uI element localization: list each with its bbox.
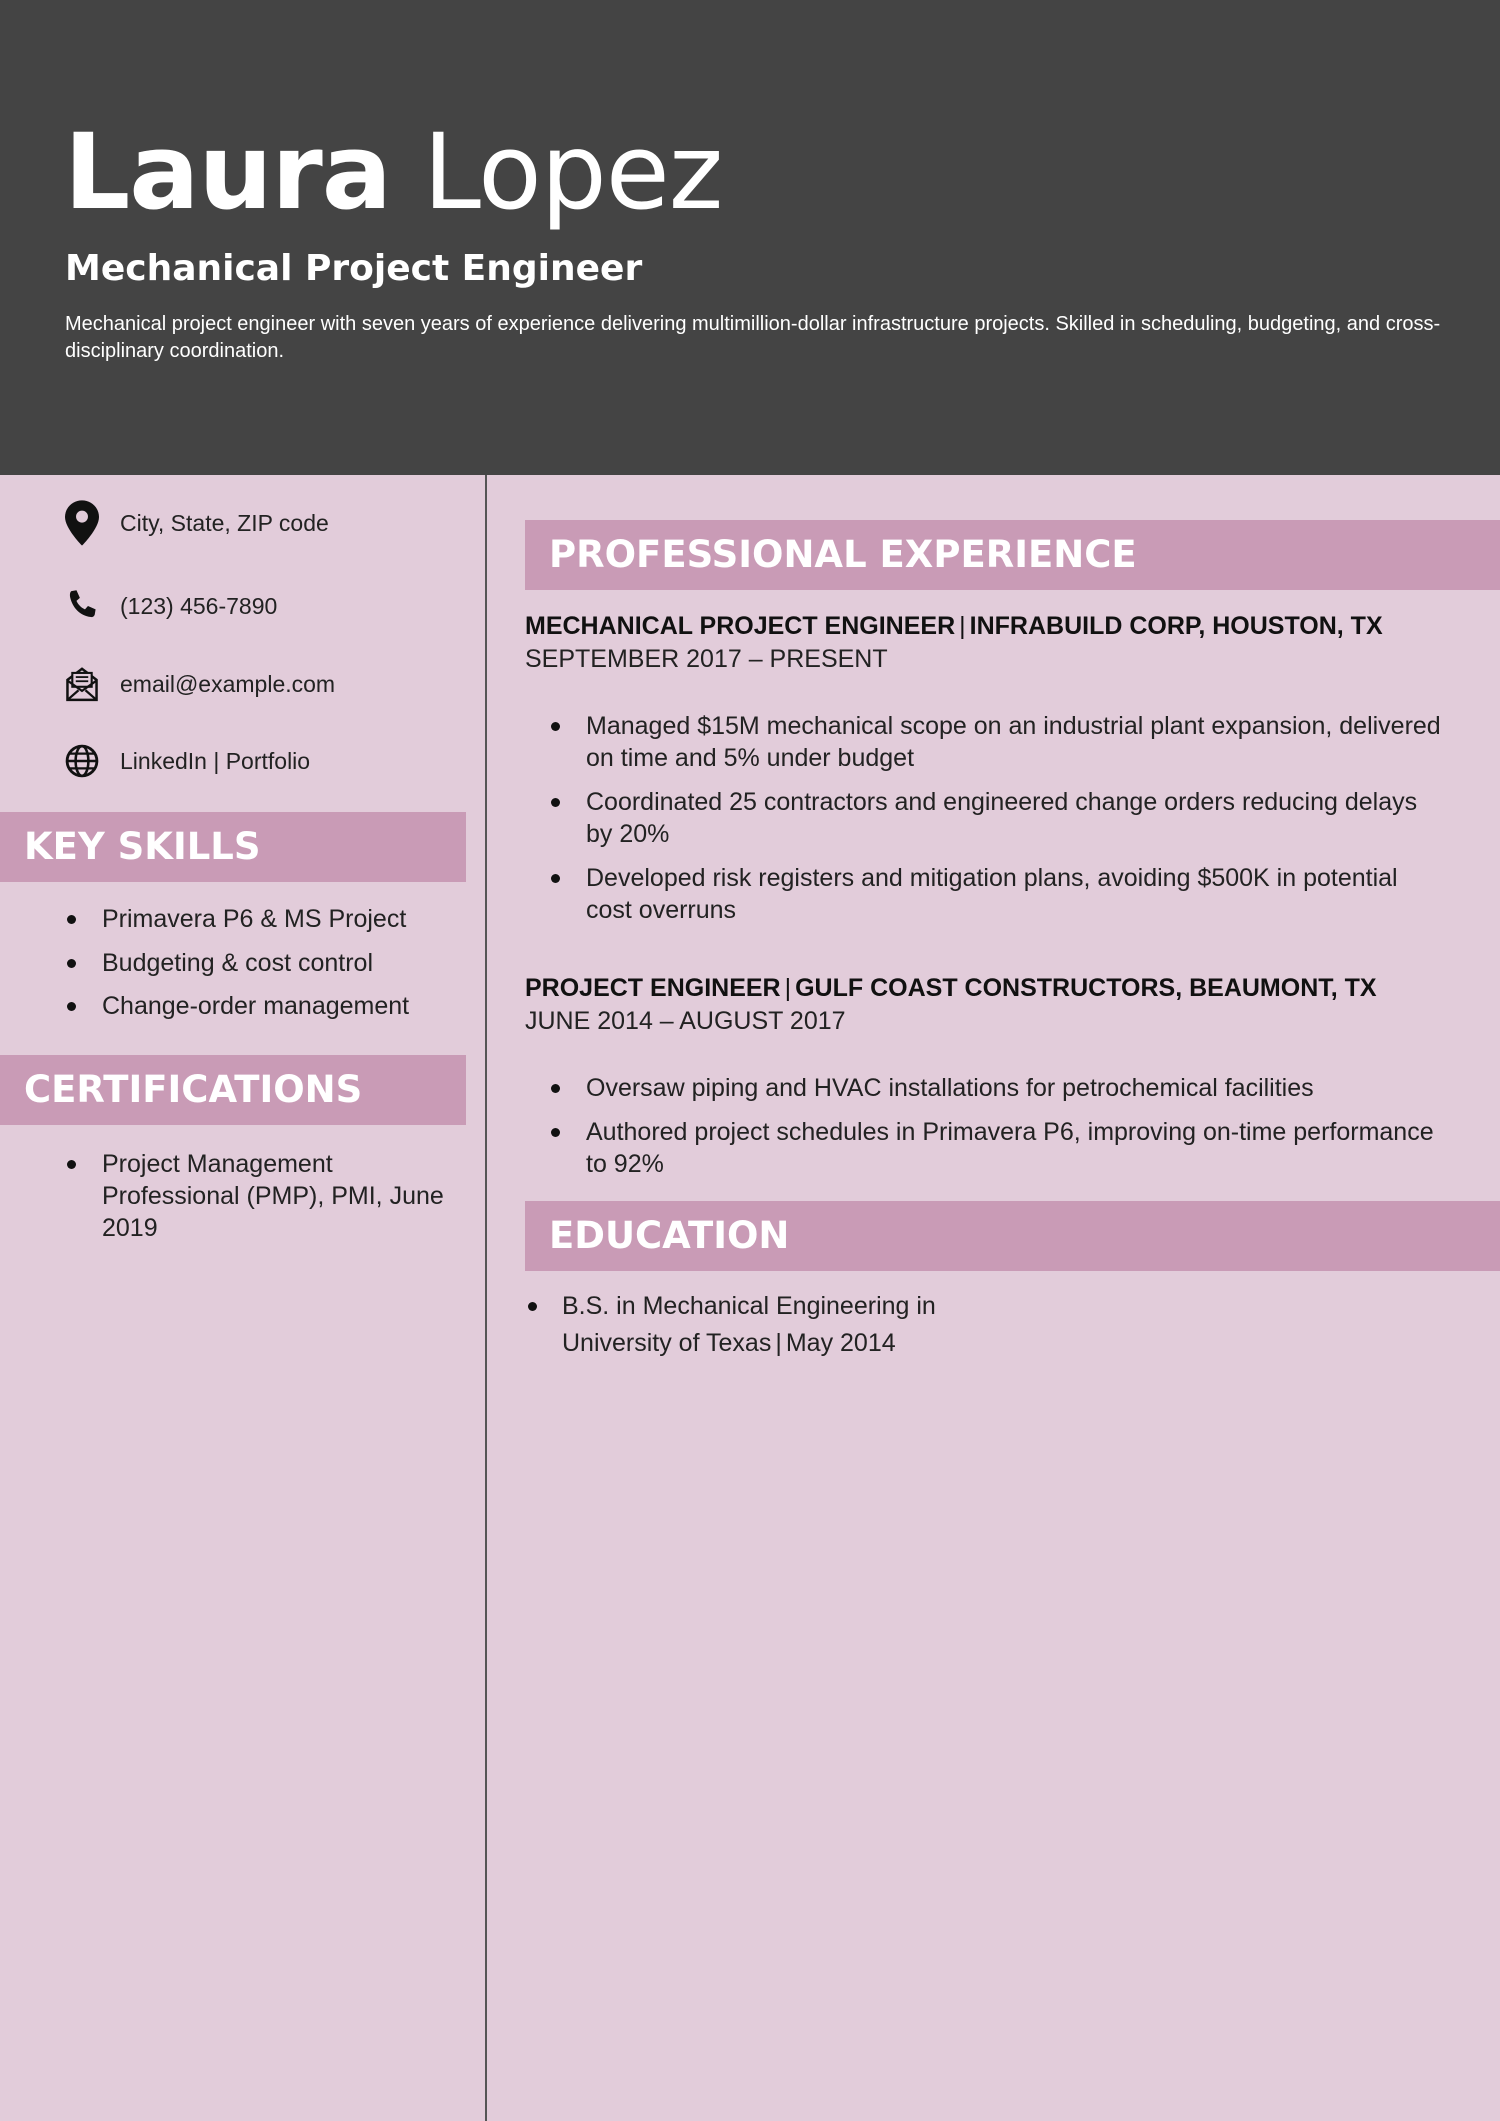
education-entry: [525, 1288, 1425, 1362]
last-name: Lopez: [423, 111, 723, 233]
certifications-list: [64, 1148, 464, 1244]
education-date: May 2014: [785, 1329, 896, 1357]
job-2-bullet: Authored project schedules in Primavera P6, improving on-time performance to 92%: [548, 1116, 1448, 1180]
education-degree: B.S. in Mechanical Engineering in: [562, 1292, 936, 1320]
skill-item: Primavera P6 & MS Project: [64, 903, 464, 935]
job-2-dates: JUNE 2014 – AUGUST 2017: [525, 1007, 846, 1035]
envelope-icon: [64, 664, 100, 704]
job-2-company: GULF COAST CONSTRUCTORS, BEAUMONT, TX: [795, 974, 1377, 1002]
skill-item: Budgeting & cost control: [64, 947, 464, 979]
job-1-bullet: Managed $15M mechanical scope on an industrial plant expansion, delivered on time and 5% under budget: [548, 710, 1448, 774]
certifications-heading: CERTIFICATIONS: [0, 1055, 466, 1125]
links-text[interactable]: LinkedIn | Portfolio: [120, 747, 311, 774]
certification-item: Project Management Professional (PMP), PMI, June 2019: [64, 1148, 464, 1244]
email-text[interactable]: email@example.com: [120, 670, 336, 697]
skill-item: Change-order management: [64, 990, 464, 1022]
phone-text[interactable]: (123) 456-7890: [120, 592, 278, 619]
job-1-bullets: [548, 710, 1448, 938]
job-2-role: PROJECT ENGINEER: [525, 974, 781, 1002]
location-text: City, State, ZIP code: [120, 509, 329, 536]
contact-email: [64, 660, 464, 708]
contact-phone: [64, 582, 464, 630]
education-school: University of Texas: [562, 1329, 772, 1357]
first-name: Laura: [64, 111, 391, 233]
education-school-line: [525, 1325, 1425, 1362]
job-1-bullet: Coordinated 25 contractors and engineered change orders reducing delays by 20%: [548, 786, 1448, 850]
job-2-bullet: Oversaw piping and HVAC installations for petrochemical facilities: [548, 1072, 1448, 1104]
candidate-name: [64, 112, 722, 232]
globe-icon: [64, 741, 100, 781]
skills-list: [64, 903, 464, 1022]
job-1-role: MECHANICAL PROJECT ENGINEER: [525, 612, 956, 640]
job-1-separator: |: [959, 612, 966, 640]
education-separator: |: [775, 1329, 782, 1357]
contact-location: [64, 499, 464, 547]
experience-heading: PROFESSIONAL EXPERIENCE: [525, 520, 1500, 590]
job-1-bullet: Developed risk registers and mitigation plans, avoiding $500K in potential cost overruns: [548, 862, 1448, 926]
job-2-bullets: [548, 1072, 1448, 1192]
key-skills-heading: KEY SKILLS: [0, 812, 466, 882]
column-divider: [485, 475, 487, 2121]
job-title: Mechanical Project Engineer: [65, 248, 643, 289]
job-1-heading: [525, 612, 1383, 641]
job-2-separator: |: [784, 974, 792, 1002]
job-1-dates: SEPTEMBER 2017 – PRESENT: [525, 645, 888, 673]
job-1-company: INFRABUILD CORP, HOUSTON, TX: [969, 612, 1383, 640]
bullet-dot: [528, 1302, 537, 1311]
job-2-heading: [525, 974, 1377, 1003]
phone-icon: [64, 586, 100, 626]
contact-links: [64, 737, 464, 785]
header: [0, 0, 1500, 475]
education-heading: EDUCATION: [525, 1201, 1500, 1271]
location-pin-icon: [64, 503, 100, 543]
summary: Mechanical project engineer with seven years of experience delivering multimillion-dollar infrastructure projects. Skilled in scheduling, budgeting, and cross-disciplinary coordination.: [65, 313, 1441, 362]
